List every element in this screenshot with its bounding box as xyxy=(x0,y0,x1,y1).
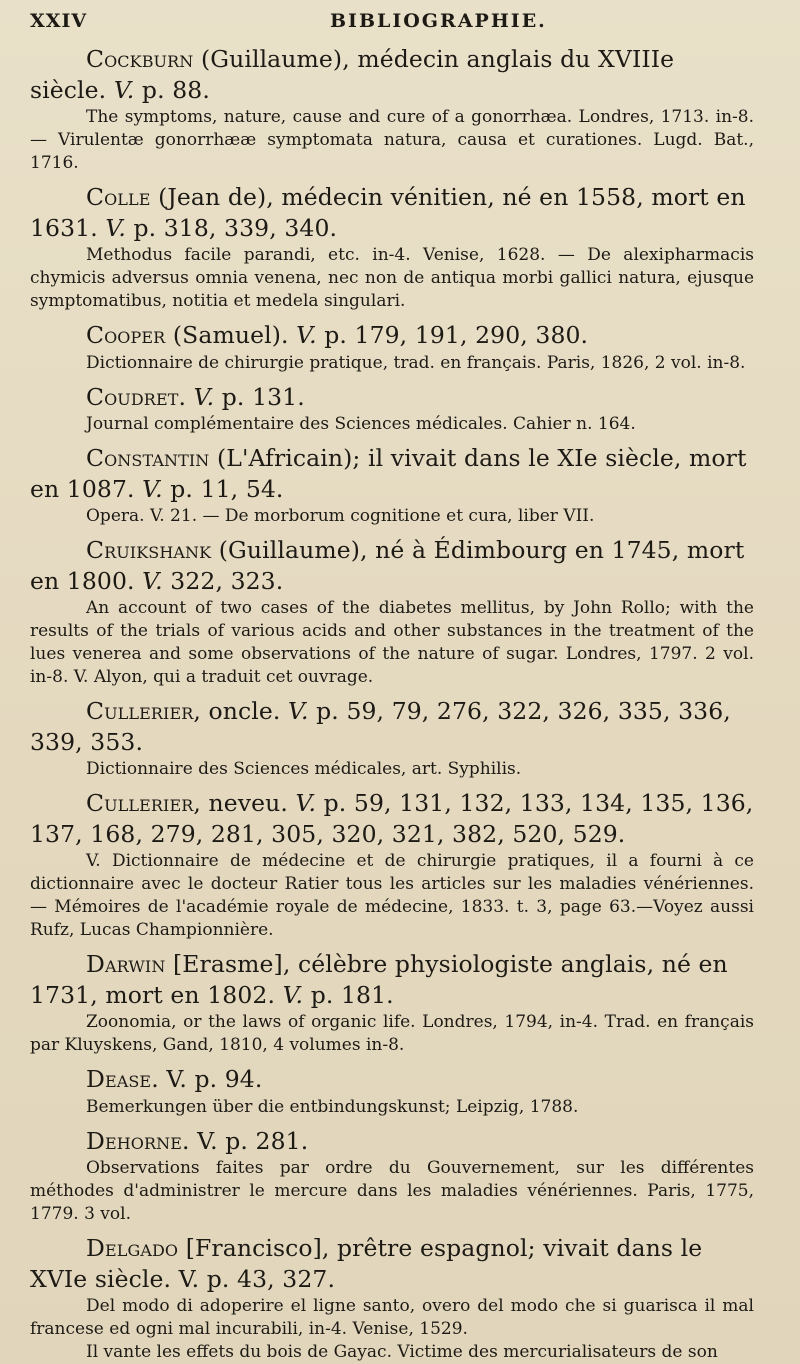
see-reference: V. xyxy=(105,213,126,242)
entry-description: Del modo di adoperire el ligne santo, overo del modo che si guarisca il mal francese ed ogni mal incurabili, in-4. Venise, 1529. xyxy=(30,1296,754,1339)
author-name: Cooper xyxy=(86,321,166,349)
entry-description: An account of two cases of the diabetes mellitus, by John Rollo; with the results of the trials of various acids and other substances in the treatment of the lues venerea and some observations of the nature of sugar. Londres, 1797. 2 vol. in-8. V. Alyon, qui a traduit cet ouvrage. xyxy=(30,598,754,687)
entry-note: Il vante les effets du bois de Gayac. Victime des mercurialisateurs de son xyxy=(86,1342,718,1362)
author-name: Colle xyxy=(86,183,151,211)
author-name: Darwin xyxy=(86,950,166,978)
author-details: (Samuel). xyxy=(165,321,297,349)
see-reference: V. xyxy=(296,321,317,349)
page-references: p. 181. xyxy=(303,980,394,1009)
author-name: Constantin xyxy=(86,444,210,472)
author-details: (Guillaume), né à Édimbourg en 1745, mort en 1800. xyxy=(30,536,745,595)
entry-heading xyxy=(30,949,754,1010)
author-details xyxy=(186,383,194,411)
running-title: BIBLIOGRAPHIE. xyxy=(330,10,547,32)
author-name: Dehorne xyxy=(86,1126,183,1155)
author-details: [Erasme], célèbre physiologiste anglais, né en 1731, mort en 1802. xyxy=(30,950,728,1009)
page-references: p. 179, 191, 290, 380. xyxy=(316,321,589,349)
entry-description: V. Dictionnaire de médecine et de chirurgie pratiques, il a fourni à ce dictionnaire avec le docteur Ratier tous les articles sur les maladies vénériennes. — Mémoires de l'académie royale de médecine, 1833. t. 3, page 63.—Voyez aussi Rufz, Lucas Championnière. xyxy=(30,851,754,940)
bibliography-entry-colle xyxy=(30,182,754,313)
page-references: p. 59, 131, 132, 133, 134, 135, 136, 137, 168, 279, 281, 305, 320, 321, 382, 520, 529. xyxy=(30,789,754,848)
author-name: Coudret. xyxy=(86,382,187,411)
entry-heading xyxy=(30,182,754,243)
bibliography-entry-dehorne xyxy=(30,1126,754,1227)
page-number: XXIV xyxy=(30,10,88,32)
author-details: , neveu. xyxy=(193,789,296,817)
entry-description: Journal complémentaire des Sciences médicales. Cahier n. 164. xyxy=(86,414,636,434)
bibliography-entry-constantin xyxy=(30,443,754,528)
entry-description: The symptoms, nature, cause and cure of a gonorrhæa. Londres, 1713. in-8. — Virulentæ gonorrhææ symptomata natura, causa et curationes. Lugd. Bat., 1716. xyxy=(30,107,754,173)
see-reference: V. xyxy=(288,697,309,725)
see-reference: V. xyxy=(142,566,163,595)
entry-heading xyxy=(30,44,754,105)
page-references: p. 88. xyxy=(134,75,210,104)
bibliography-entry-cullerier-neveu xyxy=(30,788,754,942)
entry-heading xyxy=(30,1064,754,1095)
bibliography-entry-cruikshank xyxy=(30,535,754,689)
entry-heading xyxy=(30,696,754,757)
entry-description: Dictionnaire de chirurgie pratique, trad. en français. Paris, 1826, 2 vol. in-8. xyxy=(86,352,746,373)
page-header xyxy=(30,10,754,44)
author-details: (Jean de), médecin vénitien, né en 1558, mort en 1631. xyxy=(30,183,746,242)
bibliography-entry-darwin xyxy=(30,949,754,1057)
bibliography-entry-cullerier-oncle xyxy=(30,696,754,781)
entry-description: Zoonomia, or the laws of organic life. Londres, 1794, in-4. Trad. en français par Kluyskens, Gand, 1810, 4 volumes in-8. xyxy=(30,1012,754,1055)
entry-heading xyxy=(30,382,754,413)
author-name: Cruikshank xyxy=(86,536,212,564)
bibliography-entry-coudret xyxy=(30,382,754,437)
entry-description: Opera. V. 21. — De morborum cognitione et cura, liber VII. xyxy=(86,506,595,526)
entry-heading xyxy=(30,443,754,504)
entry-heading xyxy=(30,320,754,351)
author-details: . V. p. 94. xyxy=(151,1065,263,1093)
author-details: [Francisco], prêtre espagnol; vivait dans le XVIe siècle. V. p. 43, 327. xyxy=(30,1234,703,1293)
page-references: p. 318, 339, 340. xyxy=(125,213,338,242)
entry-heading xyxy=(30,1126,754,1157)
entry-description: Observations faites par ordre du Gouvernement, sur les différentes méthodes d'administrer le mercure dans les maladies vénériennes. Paris, 1775, 1779. 3 vol. xyxy=(30,1158,754,1224)
see-reference: V. xyxy=(113,75,135,104)
bibliography-entry-cockburn xyxy=(30,44,754,175)
page-references: p. 11, 54. xyxy=(162,474,284,503)
bibliography-entry-cooper xyxy=(30,320,754,375)
entry-heading xyxy=(30,1233,754,1294)
page-references: 322, 323. xyxy=(162,566,284,595)
entry-heading xyxy=(30,788,754,849)
author-name: Delgado xyxy=(86,1234,179,1262)
author-details: , oncle. xyxy=(193,697,289,725)
entry-heading xyxy=(30,535,754,596)
author-name: Cockburn xyxy=(86,45,194,73)
entry-description: Methodus facile parandi, etc. in-4. Venise, 1628. — De alexipharmacis chymicis adversus omnia venena, nec non de antiqua morbi gallici natura, ejusque symptomatibus, notitia et medela singulari. xyxy=(30,245,754,311)
see-reference: V. xyxy=(193,382,215,411)
see-reference: V. xyxy=(142,474,163,503)
author-details: (L'Africain); il vivait dans le XIe siècle, mort en 1087. xyxy=(30,444,747,503)
author-details: . V. p. 281. xyxy=(182,1126,309,1155)
author-details: (Guillaume), médecin anglais du XVIIIe siècle. xyxy=(30,45,675,104)
page-references: p. 131. xyxy=(214,382,305,411)
author-name: Cullerier xyxy=(86,697,194,725)
entry-description: Dictionnaire des Sciences médicales, art. Syphilis. xyxy=(86,759,522,779)
see-reference: V. xyxy=(295,789,317,817)
see-reference: V. xyxy=(282,980,304,1009)
author-name: Dease xyxy=(86,1065,152,1093)
page-references: p. 59, 79, 276, 322, 326, 335, 336, 339, 353. xyxy=(30,697,731,756)
entry-description: Bemerkungen über die entbindungskunst; Leipzig, 1788. xyxy=(86,1096,579,1117)
author-name: Cullerier xyxy=(86,789,194,817)
bibliography-entry-delgado xyxy=(30,1233,754,1364)
bibliography-entry-dease xyxy=(30,1064,754,1119)
